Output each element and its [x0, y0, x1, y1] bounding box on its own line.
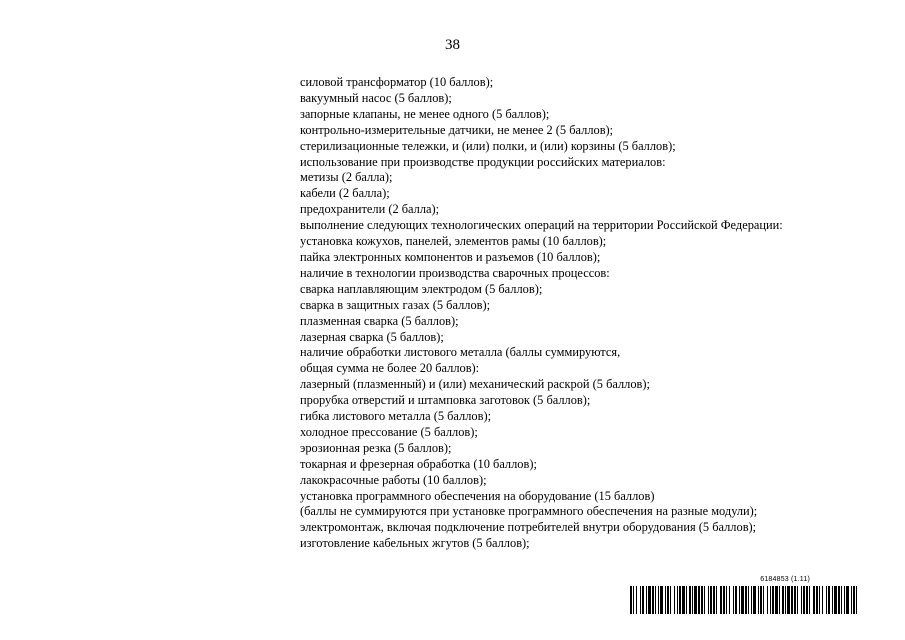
text-line: стерилизационные тележки, и (или) полки, и (или) корзины (5 баллов);: [300, 138, 676, 153]
barcode-bar: [748, 586, 749, 614]
barcode-bar: [689, 586, 691, 614]
text-line: токарная и фрезерная обработка (10 баллов);: [300, 456, 537, 471]
barcode-bar: [655, 586, 656, 614]
barcode-bar: [853, 586, 855, 614]
barcode-bar: [698, 586, 700, 614]
barcode-bar: [729, 586, 730, 614]
barcode-bar: [701, 586, 703, 614]
barcode-bar: [753, 586, 756, 614]
barcode-bar: [739, 586, 740, 614]
text-line: лазерная сварка (5 баллов);: [300, 329, 444, 344]
barcode-bar: [694, 586, 697, 614]
barcode-bar: [803, 586, 805, 614]
barcode-bar: [856, 586, 857, 614]
barcode-bar: [791, 586, 793, 614]
text-line: лакокрасочные работы (10 баллов);: [300, 472, 487, 487]
text-line: наличие в технологии производства сварочных процессов:: [300, 265, 610, 280]
text-line: лазерный (плазменный) и (или) механический раскрой (5 баллов);: [300, 377, 650, 392]
barcode-bar: [677, 586, 678, 614]
text-line: контрольно-измерительные датчики, не менее 2 (5 баллов);: [300, 122, 614, 137]
barcode-bar: [763, 586, 764, 614]
barcode-bar: [726, 586, 727, 614]
barcode-bar: [692, 586, 693, 614]
barcode-bar: [679, 586, 681, 614]
barcode-bar: [720, 586, 722, 614]
barcode-bar: [767, 586, 768, 614]
text-line: выполнение следующих технологических операций на территории Российской Федерации:: [300, 218, 783, 233]
barcode-bar: [733, 586, 734, 614]
text-line: холодное прессование (5 баллов);: [300, 424, 478, 439]
barcode-bar: [745, 586, 747, 614]
barcode-bar: [838, 586, 840, 614]
barcode-bar: [816, 586, 818, 614]
barcode-bar: [735, 586, 737, 614]
barcode-bar: [710, 586, 712, 614]
barcode-id-text: 6184853 (1.11): [760, 576, 810, 583]
barcode-bar: [806, 586, 808, 614]
barcode-bar: [686, 586, 687, 614]
barcode-bar: [846, 586, 849, 614]
document-body: [300, 75, 880, 552]
text-line: сварка в защитных газах (5 баллов);: [300, 297, 491, 312]
text-line: плазменная сварка (5 баллов);: [300, 313, 459, 328]
barcode-bar: [785, 586, 786, 614]
text-line: сварка наплавляющим электродом (5 баллов);: [300, 281, 543, 296]
barcode-bar: [652, 586, 654, 614]
text-line: установка кожухов, панелей, элементов рамы (10 баллов);: [300, 234, 607, 249]
barcode-bar: [658, 586, 659, 614]
barcode-bar: [648, 586, 651, 614]
barcode-bar: [665, 586, 666, 614]
text-line: использование при производстве продукции российских материалов:: [300, 154, 666, 169]
text-line: пайка электронных компонентов и разъемов (10 баллов);: [300, 249, 601, 264]
barcode-bar: [819, 586, 820, 614]
barcode-bar: [841, 586, 842, 614]
text-line: силовой трансформатор (10 баллов);: [300, 75, 494, 89]
text-line: метизы (2 балла);: [300, 170, 393, 185]
barcode-bar: [758, 586, 759, 614]
barcode-bar: [779, 586, 780, 614]
barcode-bar: [704, 586, 705, 614]
barcode-bar: [751, 586, 752, 614]
text-line: электромонтаж, включая подключение потребителей внутри оборудования (5 баллов);: [300, 520, 757, 535]
barcode-bar: [772, 586, 774, 614]
text-line: кабели (2 балла);: [300, 186, 390, 201]
barcode-bar: [801, 586, 802, 614]
barcode-bar: [636, 586, 637, 614]
barcode-bar: [708, 586, 709, 614]
barcode-bar: [723, 586, 725, 614]
barcode-bar: [660, 586, 663, 614]
barcode-bar: [797, 586, 798, 614]
barcode-bar: [828, 586, 830, 614]
barcode-bar: [809, 586, 810, 614]
barcode-bar: [640, 586, 641, 614]
barcode-bar: [713, 586, 715, 614]
barcode-bar: [787, 586, 790, 614]
text-line: изготовление кабельных жгутов (5 баллов);: [300, 536, 530, 551]
barcode-bar: [794, 586, 796, 614]
text-line: вакуумный насос (5 баллов);: [300, 90, 452, 105]
barcode-bar: [633, 586, 634, 614]
barcode-bar: [826, 586, 827, 614]
text-line: предохранители (2 балла);: [300, 202, 440, 217]
text-line: эрозионная резка (5 баллов);: [300, 440, 452, 455]
barcode-bars: [630, 586, 860, 614]
barcode-bar: [782, 586, 784, 614]
text-line: установка программного обеспечения на оборудование (15 баллов): [300, 488, 655, 503]
barcode-bar: [670, 586, 671, 614]
barcode-bar: [741, 586, 744, 614]
text-line: прорубка отверстий и штамповка заготовок (5 баллов);: [300, 393, 591, 408]
barcode-bar: [674, 586, 675, 614]
barcode-bar: [682, 586, 685, 614]
barcode-bar: [775, 586, 778, 614]
text-line: гибка листового металла (5 баллов);: [300, 409, 492, 424]
text-line: наличие обработки листового металла (баллы суммируются,: [300, 345, 621, 360]
page-number: 38: [445, 37, 460, 53]
barcode-bar: [642, 586, 644, 614]
barcode-bar: [844, 586, 845, 614]
barcode: [630, 576, 860, 616]
barcode-bar: [851, 586, 852, 614]
barcode-bar: [716, 586, 717, 614]
text-line: (баллы не суммируются при установке программного обеспечения на разные модули);: [300, 504, 758, 519]
barcode-bar: [832, 586, 833, 614]
text-line: запорные клапаны, не менее одного (5 баллов);: [300, 106, 550, 121]
barcode-bar: [760, 586, 762, 614]
barcode-bar: [813, 586, 815, 614]
barcode-bar: [646, 586, 647, 614]
text-line: общая сумма не более 20 баллов):: [300, 361, 480, 376]
barcode-bar: [630, 586, 632, 614]
barcode-bar: [822, 586, 823, 614]
barcode-bar: [770, 586, 771, 614]
barcode-bar: [667, 586, 669, 614]
barcode-bar: [834, 586, 837, 614]
